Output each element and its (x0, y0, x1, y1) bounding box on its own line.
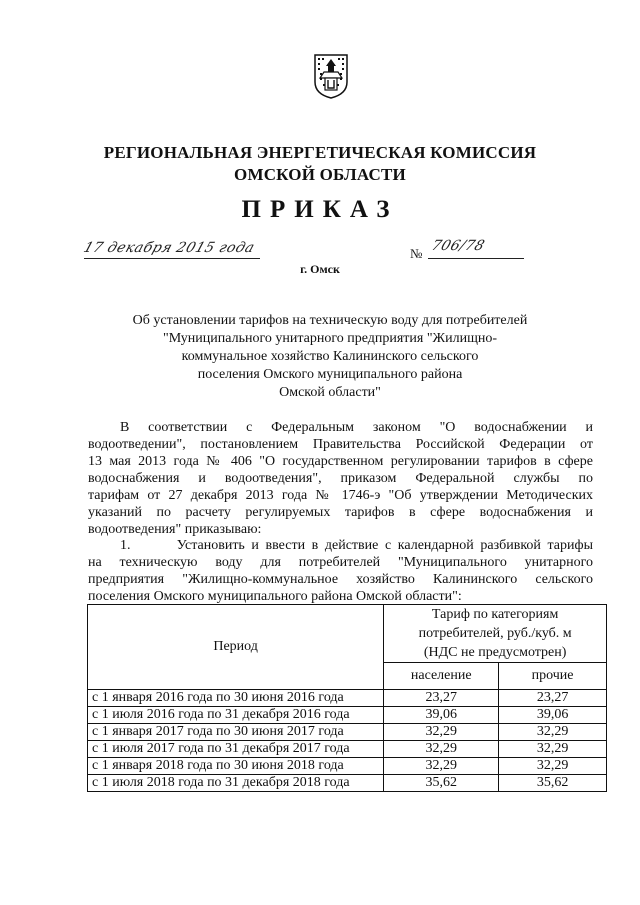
paragraph-line: В соответствии с Федеральным законом "О водоснабжении и (120, 420, 593, 435)
population-tariff-cell: 32,29 (384, 724, 499, 741)
other-tariff-cell: 32,29 (499, 758, 607, 775)
population-tariff-cell: 32,29 (384, 758, 499, 775)
handwritten-date: 17 декабря 2015 года (81, 240, 257, 256)
period-cell: с 1 января 2018 года по 30 июня 2018 года (88, 758, 384, 775)
omsk-coat-of-arms-icon (312, 52, 350, 100)
period-cell: с 1 января 2016 года по 30 июня 2016 года (88, 690, 384, 707)
subject-line: Омской области" (279, 385, 381, 400)
clause-1-paragraph (88, 537, 593, 605)
table-row (88, 758, 607, 775)
table-row (88, 724, 607, 741)
population-tariff-cell: 35,62 (384, 775, 499, 792)
paragraph-line: на техническую воду для потребителей "Муниципального унитарного (88, 555, 593, 570)
population-tariff-cell: 39,06 (384, 707, 499, 724)
column-header-population: население (384, 663, 499, 690)
paragraph-line: 1. Установить и ввести в действие с календарной разбивкой тарифы (120, 538, 593, 553)
subject-line: Об установлении тарифов на техническую воду для потребителей (132, 313, 528, 328)
tariff-table (87, 604, 607, 792)
paragraph-line: тарифам от 27 декабря 2013 года № 1746-э "Об утверждении Методических (88, 488, 593, 503)
tariff-header-line: Тариф по категориям (431, 607, 559, 622)
tariff-header-line: (НДС не предусмотрен) (423, 645, 567, 660)
period-cell: с 1 июля 2016 года по 31 декабря 2016 года (88, 707, 384, 724)
tariff-header-line: потребителей, руб./куб. м (418, 626, 572, 641)
table-row (88, 775, 607, 792)
handwritten-order-number: 706/78 (429, 238, 487, 254)
other-tariff-cell: 23,27 (499, 690, 607, 707)
table-row (88, 690, 607, 707)
column-header-period: Период (88, 605, 384, 690)
other-tariff-cell: 32,29 (499, 741, 607, 758)
preamble-paragraph (88, 419, 593, 538)
paragraph-line: водоотведении", постановлением Правительства Российской Федерации от (88, 437, 593, 452)
subject-line: "Муниципального унитарного предприятия "Жилищно- (162, 331, 498, 346)
column-header-tariff (384, 605, 607, 663)
number-sign: № (410, 246, 423, 261)
population-tariff-cell: 32,29 (384, 741, 499, 758)
paragraph-line: предприятия "Жилищно-коммунальное хозяйство Калининского сельского (88, 572, 593, 587)
column-header-other: прочие (499, 663, 607, 690)
period-cell: с 1 января 2017 года по 30 июня 2017 года (88, 724, 384, 741)
other-tariff-cell: 32,29 (499, 724, 607, 741)
subject-line: поселения Омского муниципального района (197, 367, 463, 382)
period-cell: с 1 июля 2017 года по 31 декабря 2017 года (88, 741, 384, 758)
other-tariff-cell: 35,62 (499, 775, 607, 792)
paragraph-line: поселения Омского муниципального района Омской области": (88, 589, 462, 604)
organization-name-line1: РЕГИОНАЛЬНАЯ ЭНЕРГЕТИЧЕСКАЯ КОМИССИЯ (103, 143, 537, 162)
organization-name-line2: ОМСКОЙ ОБЛАСТИ (234, 165, 406, 184)
period-cell: с 1 июля 2018 года по 31 декабря 2018 года (88, 775, 384, 792)
table-row (88, 741, 607, 758)
paragraph-line: 13 мая 2013 года № 406 "О государственном регулировании тарифов в сфере (88, 454, 593, 469)
other-tariff-cell: 39,06 (499, 707, 607, 724)
date-underline (84, 258, 260, 259)
document-type-title: ПРИКАЗ (241, 196, 399, 223)
paragraph-line: водоснабжения и водоотведения", приказом Федеральной службы по (88, 471, 593, 486)
subject-line: коммунальное хозяйство Калининского сельского (181, 349, 479, 364)
city-label: г. Омск (300, 262, 340, 276)
number-underline (428, 258, 524, 259)
population-tariff-cell: 23,27 (384, 690, 499, 707)
paragraph-line: водоотведения" приказываю: (88, 522, 262, 537)
table-row (88, 707, 607, 724)
paragraph-line: указаний по расчету регулируемых тарифов в сфере водоснабжения и (88, 505, 593, 520)
order-subject (80, 312, 580, 402)
